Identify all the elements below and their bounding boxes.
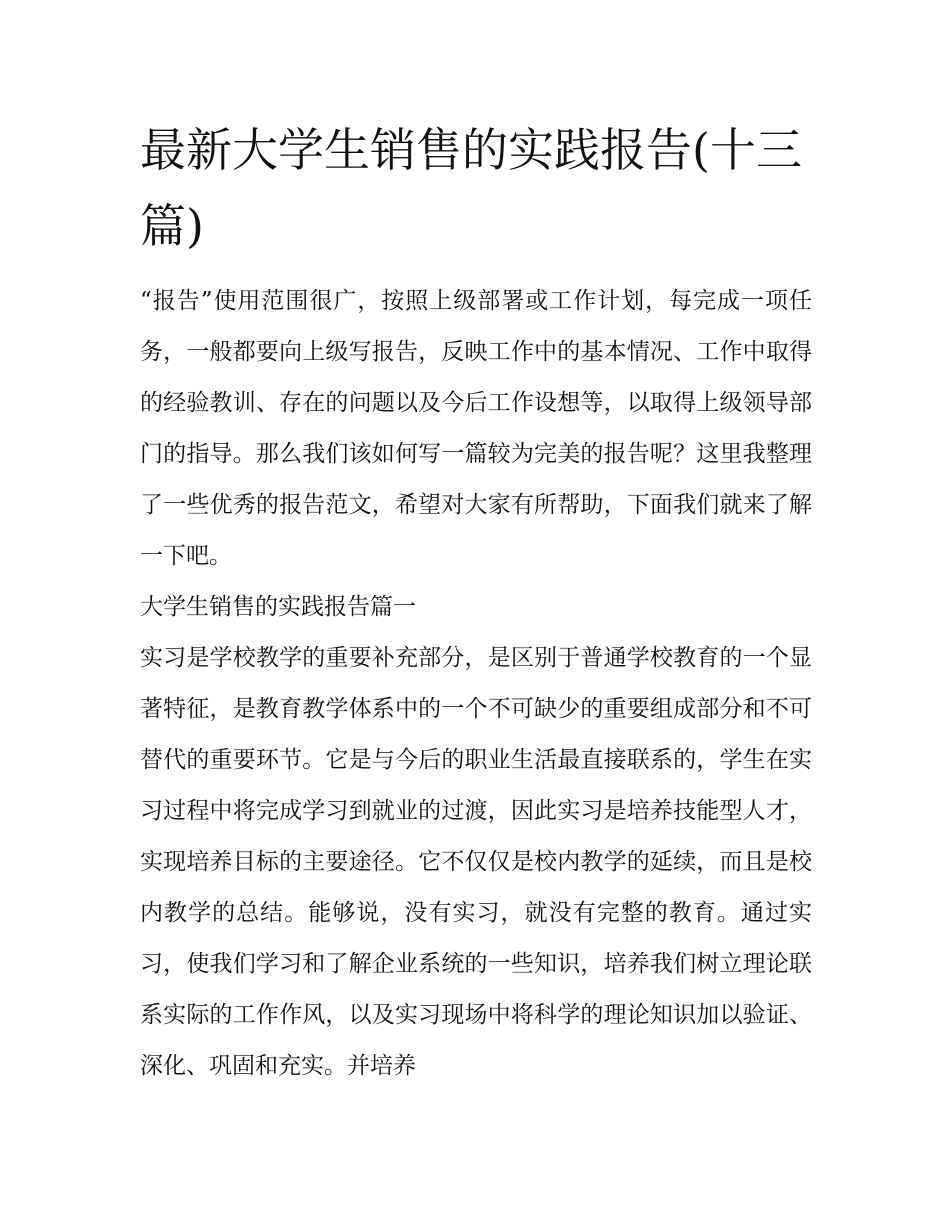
section-paragraph: 实习是学校教学的重要补充部分，是区别于普通学校教育的一个显著特征，是教育教学体系中的一个不可缺少的重要组成部分和不可替代的重要环节。它是与今后的职业生活最直接联系的，学生在实习过程中将完成学习到就业的过渡，因此实习是培养技能型人才，实现培养目标的主要途径。它不仅仅是校内教学的延续，而且是校内教学的总结。能够说，没有实习，就没有完整的教育。通过实习，使我们学习和了解企业系统的一些知识，培养我们树立理论联系实际的工作作风，以及实习现场中将科学的理论知识加以验证、深化、巩固和充实。并培养 [140, 645, 812, 1079]
section-heading: 大学生销售的实践报告篇一 [140, 594, 416, 620]
document-body [140, 276, 812, 1092]
intro-paragraph: “报告”使用范围很广，按照上级部署或工作计划，每完成一项任务，一般都要向上级写报告，反映工作中的基本情况、工作中取得的经验教训、存在的问题以及今后工作设想等，以取得上级领导部门的指导。那么我们该如何写一篇较为完美的报告呢？这里我整理了一些优秀的报告范文，希望对大家有所帮助，下面我们就来了解一下吧。 [140, 288, 812, 569]
document-title: 最新大学生销售的实践报告(十三篇) [140, 123, 802, 253]
